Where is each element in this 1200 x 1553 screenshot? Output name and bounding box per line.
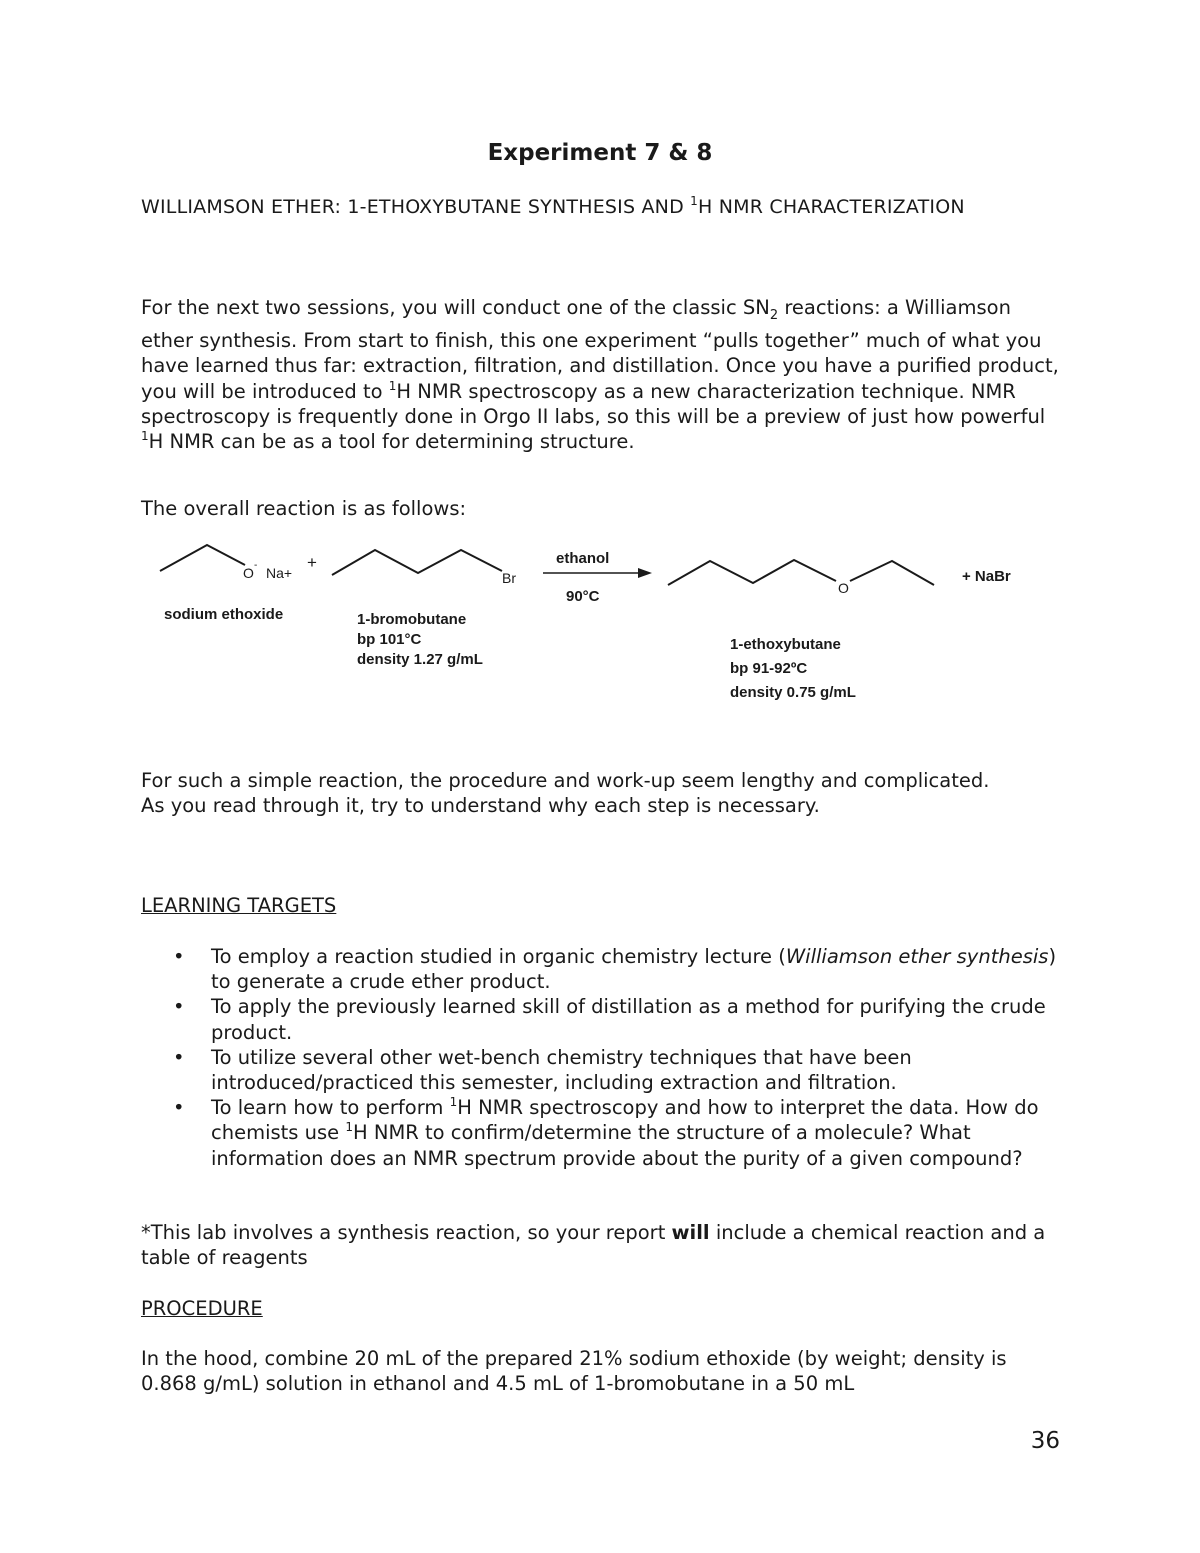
heading-text-2: H NMR CHARACTERIZATION — [697, 196, 965, 218]
target-4-text-b: H NMR spectroscopy and how to interpret the data. How do chemists use — [211, 1096, 1039, 1145]
note-text-a: *This lab involves a synthesis reaction, so your report — [141, 1221, 672, 1244]
heading-superscript: 1 — [690, 194, 698, 208]
report-note — [141, 1220, 1061, 1270]
reagent2-density: density 1.27 g/mL — [357, 651, 483, 668]
note-emphasis: will — [671, 1221, 710, 1244]
bullet-icon: • — [173, 945, 185, 968]
target-2-text: To apply the previously learned skill of distillation as a method for purifying the crude product. — [211, 995, 1046, 1044]
ethoxy-skeleton — [850, 561, 934, 585]
solvent-label: ethanol — [556, 550, 610, 567]
closing-line-1: For such a simple reaction, the procedure and work-up seem lengthy and complicated. — [141, 769, 990, 792]
target-1-emphasis: Williamson ether synthesis — [785, 945, 1049, 968]
target-3-text: To utilize several other wet-bench chemistry techniques that have been introduced/practiced this semester, including extraction and filtration. — [211, 1045, 912, 1095]
intro-subscript: 2 — [769, 307, 779, 323]
reaction-scheme — [150, 535, 1050, 715]
product-name: 1-ethoxybutane — [730, 636, 841, 653]
target-1-text-b: ) to generate a crude ether product. — [211, 945, 1057, 994]
reagent1-label: sodium ethoxide — [164, 606, 284, 623]
overall-reaction-intro: The overall reaction is as follows: — [141, 497, 467, 520]
bullet-icon: • — [173, 1096, 185, 1120]
experiment-heading — [141, 195, 1041, 220]
procedure-text: In the hood, combine 20 mL of the prepared 21% sodium ethoxide (by weight; density is 0.868 g/mL) solution in ethanol and 4.5 mL of 1-bromobutane in a 50 mL — [141, 1347, 1007, 1396]
intro-text-3: H NMR spectroscopy as a new characterization technique. NMR spectroscopy is frequently done in Orgo II labs, so this will be a preview of just how powerful — [141, 379, 1046, 428]
bromobutane-skeleton — [332, 550, 502, 575]
sodium-counterion: Na+ — [266, 565, 293, 581]
ether-oxygen: O — [838, 580, 849, 596]
note-text-b: include a chemical reaction and a table of reagents — [141, 1221, 1046, 1270]
bullet-icon: • — [173, 1045, 185, 1069]
intro-text-2: reactions: a Williamson ether synthesis. From start to finish, this one experiment “pulls together” much of what you have learned thus far: extraction, filtration, and distillation. Once you have a purified product, you will be introduced to — [141, 296, 1059, 403]
temperature-label: 90°C — [566, 588, 600, 605]
closing-paragraph — [141, 768, 1061, 818]
product-density: density 0.75 g/mL — [730, 684, 856, 701]
intro-text-1: For the next two sessions, you will conduct one of the classic SN — [141, 296, 770, 319]
heading-text-1: WILLIAMSON ETHER: 1-ETHOXYBUTANE SYNTHESIS AND — [141, 196, 691, 218]
intro-superscript-2: 1 — [141, 428, 149, 443]
bromine-atom: Br — [502, 570, 516, 586]
byproduct-label: + NaBr — [962, 568, 1011, 585]
target-4-text-c: H NMR to confirm/determine the structure of a molecule? What information does an NMR spectrum provide about the purity of a given compound? — [211, 1121, 1023, 1170]
learning-targets-list — [141, 944, 1061, 1171]
ethoxybutane-skeleton — [668, 560, 836, 585]
bullet-icon: • — [173, 995, 185, 1019]
learning-targets-heading: LEARNING TARGETS — [141, 894, 337, 917]
intro-text-4: H NMR can be as a tool for determining structure. — [148, 429, 635, 453]
list-item — [141, 1045, 1071, 1095]
target-1-text-a: To employ a reaction studied in organic chemistry lecture ( — [211, 945, 786, 968]
target-4-superscript-2: 1 — [345, 1120, 354, 1135]
ethoxide-oxygen: O — [243, 565, 254, 581]
procedure-heading: PROCEDURE — [141, 1297, 263, 1320]
intro-paragraph — [141, 295, 1061, 454]
reaction-arrowhead — [638, 568, 652, 578]
target-4-superscript-1: 1 — [449, 1095, 458, 1110]
reagent2-bp: bp 101°C — [357, 631, 422, 648]
target-4-text-a: To learn how to perform — [211, 1096, 450, 1120]
list-item — [141, 944, 1071, 994]
intro-superscript-1: 1 — [388, 378, 397, 393]
list-item — [141, 994, 1071, 1044]
ethoxide-skeleton — [160, 545, 245, 571]
reagent2-name: 1-bromobutane — [357, 611, 467, 628]
page-title: Experiment 7 & 8 — [487, 140, 713, 166]
closing-line-2: As you read through it, try to understand why each step is necessary. — [141, 794, 820, 818]
page-number: 36 — [1030, 1428, 1060, 1454]
product-bp: bp 91-92ºC — [730, 660, 808, 677]
plus-sign: + — [307, 553, 317, 572]
list-item — [141, 1095, 1071, 1171]
ethoxide-charge: - — [254, 560, 258, 571]
